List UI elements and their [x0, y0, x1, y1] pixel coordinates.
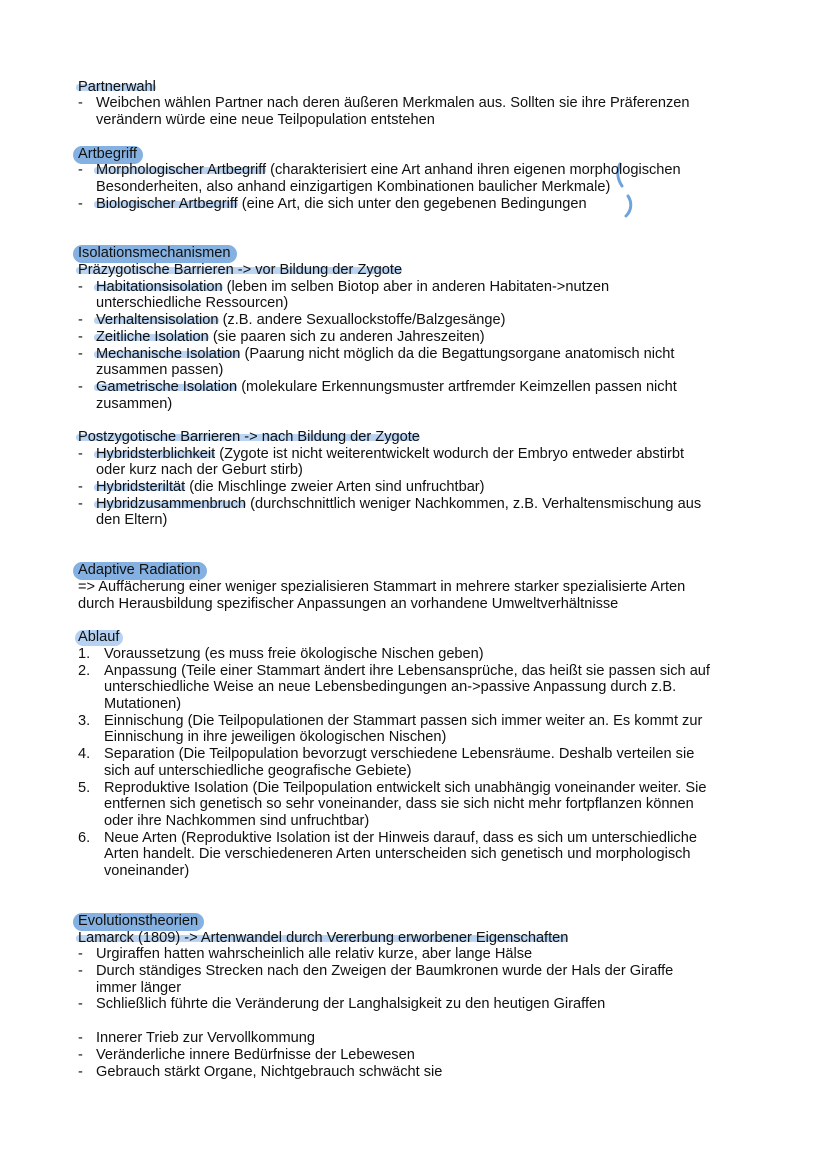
hybridzusammenbruch-line1: Hybridzusammenbruch (durchschnittlich weniger Nachkommen, z.B. Verhaltensmischung aus: [96, 496, 702, 512]
lamarck-text: -> Artenwandel durch Vererbung erworbener Eigenschaften: [180, 930, 569, 946]
step-3-line2: Einnischung in ihre jeweiligen ökologischen Nischen): [104, 729, 447, 745]
step-3-line1: Einnischung (Die Teilpopulationen der Stammart passen sich immer weiter an. Es kommt zur: [104, 713, 703, 729]
bullet-dash: -: [78, 379, 83, 395]
verhaltensisolation-line: Verhaltensisolation (z.B. andere Sexuallockstoffe/Balzgesänge): [96, 312, 506, 328]
radiation-line2: durch Herausbildung spezifischer Anpassungen an vorhandene Umweltverhältnisse: [78, 596, 619, 612]
heading-isolationsmechanismen: Isolationsmechanismen: [78, 245, 231, 261]
step-5-line3: oder ihre Nachkommen sind unfruchtbar): [104, 813, 370, 829]
subheading-postzygotisch: Postzygotische Barrieren -> nach Bildung der Zygote: [78, 429, 420, 445]
lamarck-item-5: Veränderliche innere Bedürfnisse der Lebewesen: [96, 1047, 415, 1063]
step-number: 3.: [78, 713, 91, 729]
habitationsisolation-line1: Habitationsisolation (leben im selben Biotop aber in anderen Habitaten->nutzen: [96, 279, 610, 295]
step-number: 6.: [78, 830, 91, 846]
step-5-line2: entfernen sich genetisch so sehr voneinander, dass sie sich nicht mehr fortpflanzen können: [104, 796, 694, 812]
bullet-dash: -: [78, 1064, 83, 1080]
bullet-dash: -: [78, 946, 83, 962]
zeitliche-isolation-line: Zeitliche Isolation (sie paaren sich zu anderen Jahreszeiten): [96, 329, 485, 345]
lamarck-item-4: Innerer Trieb zur Vervollkommung: [96, 1030, 315, 1046]
bullet-dash: -: [78, 996, 83, 1012]
step-number: 5.: [78, 780, 91, 796]
bio-artbegriff-text: (eine Art, die sich unter den gegebenen Bedingungen: [237, 196, 587, 212]
morph-artbegriff-text: (charakterisiert eine Art anhand ihren eigenen morphologischen: [266, 162, 681, 178]
bullet-dash: -: [78, 1030, 83, 1046]
lamarck-term: Lamarck (1809): [78, 930, 181, 946]
step-5-line1: Reproduktive Isolation (Die Teilpopulation entwickelt sich unabhängig voneinander weiter. Sie: [104, 780, 707, 796]
step-6-line1: Neue Arten (Reproduktive Isolation ist der Hinweis darauf, dass es sich um unterschiedliche: [104, 830, 697, 846]
gametrische-isolation-line1: Gametrische Isolation (molekulare Erkennungsmuster artfremder Keimzellen passen nicht: [96, 379, 677, 395]
bullet-dash: -: [78, 446, 83, 462]
bullet-dash: -: [78, 329, 83, 345]
hybridsterilitaet-line: Hybridsteriltät (die Mischlinge zweier Arten sind unfruchtbar): [96, 479, 485, 495]
bullet-dash: -: [78, 95, 83, 111]
artbegriff-morph-line1: [96, 162, 681, 179]
bullet-dash: -: [78, 279, 83, 295]
morph-artbegriff-term: Morphologischer Artbegriff: [96, 162, 267, 178]
bullet-dash: -: [78, 346, 83, 362]
step-4-line2: sich auf unterschiedliche geografische Gebiete): [104, 763, 412, 779]
artbegriff-bio-line: [96, 196, 587, 213]
step-number: 2.: [78, 663, 91, 679]
heading-ablauf: Ablauf: [78, 629, 120, 645]
heading-partnerwahl: Partnerwahl: [78, 79, 156, 95]
subheading-praezygotisch: Präzygotische Barrieren -> vor Bildung der Zygote: [78, 262, 403, 278]
partnerwahl-item-line1: Weibchen wählen Partner nach deren äußeren Merkmalen aus. Sollten sie ihre Präferenzen: [96, 95, 690, 111]
gametrische-isolation-line2: zusammen): [96, 396, 173, 412]
bullet-dash: -: [78, 479, 83, 495]
heading-adaptive-radiation: Adaptive Radiation: [78, 562, 201, 578]
bullet-dash: -: [78, 312, 83, 328]
radiation-line1: => Auffächerung einer weniger spezialisieren Stammart in mehrere starker spezialisierte Arten: [78, 579, 686, 595]
lamarck-item-2-line2: immer länger: [96, 980, 182, 996]
heading-evolutionstheorien: Evolutionstheorien: [78, 913, 199, 929]
step-6-line2: Arten handelt. Die verschiedeneren Arten unterscheiden sich genetisch und morphologisch: [104, 846, 691, 862]
hybridsterblichkeit-line2: oder kurz nach der Geburt stirb): [96, 462, 303, 478]
habitationsisolation-line2: unterschiedliche Ressourcen): [96, 295, 289, 311]
heading-artbegriff: Artbegriff: [78, 146, 137, 162]
bullet-dash: -: [78, 162, 83, 178]
step-6-line3: voneinander): [104, 863, 190, 879]
step-2-line1: Anpassung (Teile einer Stammart ändert ihre Lebensansprüche, das heißt sie passen sich auf: [104, 663, 710, 679]
step-2-line2: unterschiedliche Weise an neue Lebensbedingungen an->passive Anpassung durch z.B.: [104, 679, 677, 695]
hybridsterblichkeit-line1: Hybridsterblichkeit (Zygote ist nicht weiterentwickelt wodurch der Embryo entweder abstirbt: [96, 446, 685, 462]
hybridzusammenbruch-line2: den Eltern): [96, 512, 168, 528]
mechanische-isolation-line2: zusammen passen): [96, 362, 224, 378]
partnerwahl-item-line2: verändern würde eine neue Teilpopulation entstehen: [96, 112, 435, 128]
bullet-dash: -: [78, 1047, 83, 1063]
step-2-line3: Mutationen): [104, 696, 182, 712]
lamarck-item-6: Gebrauch stärkt Organe, Nichtgebrauch schwächt sie: [96, 1064, 443, 1080]
mechanische-isolation-line1: Mechanische Isolation (Paarung nicht möglich da die Begattungsorgane anatomisch nicht: [96, 346, 675, 362]
lamarck-item-2-line1: Durch ständiges Strecken nach den Zweigen der Baumkronen wurde der Hals der Giraffe: [96, 963, 674, 979]
step-number: 1.: [78, 646, 91, 662]
lamarck-item-3: Schließlich führte die Veränderung der Langhalsigkeit zu den heutigen Giraffen: [96, 996, 606, 1012]
bullet-dash: -: [78, 496, 83, 512]
step-1-line1: Voraussetzung (es muss freie ökologische Nischen geben): [104, 646, 484, 662]
artbegriff-morph-line2: Besonderheiten, also anhand einzigartigen Kombinationen baulicher Merkmale): [96, 179, 611, 195]
bullet-dash: -: [78, 196, 83, 212]
step-4-line1: Separation (Die Teilpopulation bevorzugt verschiedene Lebensräume. Deshalb verteilen sie: [104, 746, 695, 762]
lamarck-item-1: Urgiraffen hatten wahrscheinlich alle relativ kurze, aber lange Hälse: [96, 946, 533, 962]
step-number: 4.: [78, 746, 91, 762]
bullet-dash: -: [78, 963, 83, 979]
lamarck-heading: [78, 930, 568, 947]
bio-artbegriff-term: Biologischer Artbegriff: [96, 196, 238, 212]
